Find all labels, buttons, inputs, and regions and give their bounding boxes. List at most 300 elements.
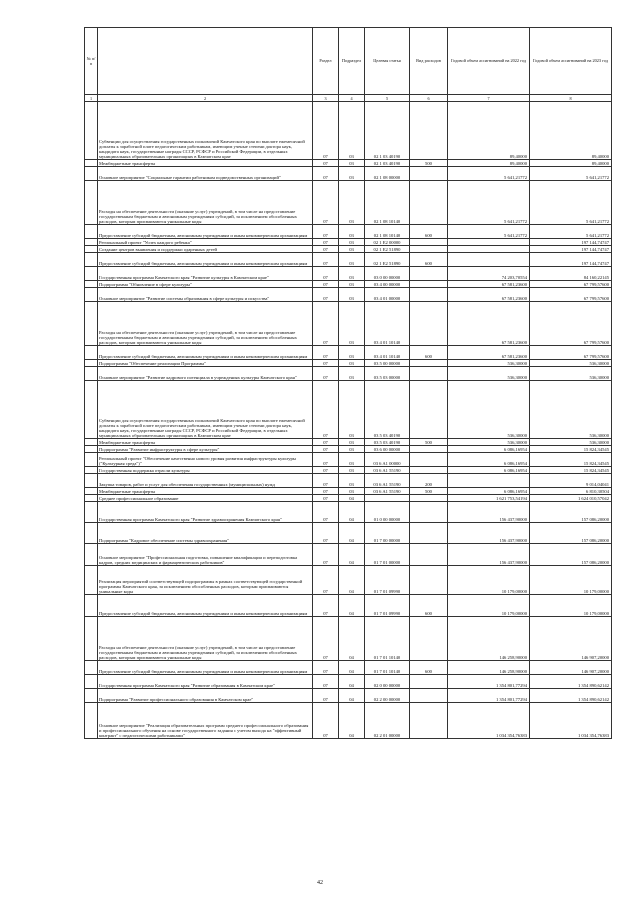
table-row <box>85 160 612 167</box>
row-subsection-cell: 04 <box>339 689 365 703</box>
row-section-cell: 07 <box>313 160 339 167</box>
column-number: 3 <box>313 95 339 102</box>
row-amount-2023-cell: 84 160,22145 <box>530 267 612 281</box>
row-number-cell <box>85 703 98 739</box>
row-section-cell: 07 <box>313 246 339 253</box>
row-expense-type-cell <box>410 302 448 346</box>
row-target-article-cell: 03 6 A1 55190 <box>365 467 410 474</box>
header-subsection: Подраздел <box>339 28 365 95</box>
row-expense-type-cell: 500 <box>410 439 448 446</box>
row-amount-2023-cell: 1 354 890,62142 <box>530 675 612 689</box>
table-row <box>85 467 612 474</box>
row-amount-2022-cell: 6 086,16954 <box>448 488 530 495</box>
row-number-cell <box>85 253 98 267</box>
row-amount-2022-cell: 156 437,90000 <box>448 544 530 566</box>
row-target-article-cell: 03 4 01 10140 <box>365 302 410 346</box>
row-name-cell: Создание центров выявления и поддержки одаренных детей <box>98 246 313 253</box>
row-number-cell <box>85 453 98 467</box>
row-name-cell: Межбюджетные трансферты <box>98 439 313 446</box>
budget-table-sheet <box>84 27 611 739</box>
row-expense-type-cell: 600 <box>410 225 448 239</box>
row-amount-2022-cell: 536,30000 <box>448 439 530 446</box>
row-amount-2023-cell: 10 179,00000 <box>530 595 612 617</box>
table-row <box>85 288 612 302</box>
row-amount-2022-cell <box>448 253 530 267</box>
table-row <box>85 703 612 739</box>
row-section-cell: 07 <box>313 474 339 488</box>
header-target-article: Целевая статья <box>365 28 410 95</box>
row-section-cell: 07 <box>313 488 339 495</box>
row-amount-2022-cell: 156 437,90000 <box>448 502 530 523</box>
row-name-cell: Подпрограмма "Развитие инфраструктуры в сфере культуры" <box>98 446 313 453</box>
row-name-cell: Субвенции для осуществления государственных полномочий Камчатского края по выплате ежемесячной доплаты к заработной плате педагогическим работникам, имеющим ученые степени доктора наук, кандидата наук, государственные награды СССР, РСФСР и Российской Федерации, в отдельных муниципальных образовательных организациях в Камчатском крае <box>98 102 313 160</box>
row-target-article-cell: 01 7 01 09990 <box>365 566 410 595</box>
row-target-article-cell <box>365 495 410 502</box>
row-amount-2022-cell: 1 621 753,54194 <box>448 495 530 502</box>
row-number-cell <box>85 595 98 617</box>
row-name-cell: Подпрограмма "Обновление в сфере культуры" <box>98 281 313 288</box>
row-amount-2023-cell: 9 014,04041 <box>530 474 612 488</box>
row-name-cell: Основное мероприятие "Развитие системы образования в сфере культуры и искусства" <box>98 288 313 302</box>
table-row <box>85 367 612 381</box>
row-section-cell: 07 <box>313 523 339 544</box>
row-target-article-cell: 02 1 08 10140 <box>365 181 410 225</box>
table-row <box>85 689 612 703</box>
row-amount-2022-cell: 67 581,23600 <box>448 281 530 288</box>
row-target-article-cell: 03 5 00 00000 <box>365 360 410 367</box>
row-amount-2023-cell: 5 641,21772 <box>530 181 612 225</box>
row-amount-2023-cell: 15 824,34545 <box>530 446 612 453</box>
row-name-cell: Основное мероприятие "Реализация образовательных программ среднего профессионального образования и профессионального обучения на основе государственного задания с учетом выхода на "эффективный контракт" с педагогическими работниками" <box>98 703 313 739</box>
row-subsection-cell: 03 <box>339 360 365 367</box>
row-amount-2023-cell: 536,30000 <box>530 381 612 439</box>
row-section-cell: 07 <box>313 703 339 739</box>
column-number: 4 <box>339 95 365 102</box>
row-section-cell: 07 <box>313 367 339 381</box>
row-expense-type-cell <box>410 467 448 474</box>
row-amount-2023-cell: 197 144,74747 <box>530 239 612 246</box>
row-number-cell <box>85 381 98 439</box>
row-subsection-cell: 03 <box>339 239 365 246</box>
row-target-article-cell: 03 5 03 00000 <box>365 367 410 381</box>
row-name-cell: Расходы на обеспечение деятельности (оказание услуг) учреждений, в том числе на предоставление государственным бюджетным и автономным учреждениям субсидий, за исключением обособленных расходов, которым присваиваются уникальные коды <box>98 302 313 346</box>
row-subsection-cell: 03 <box>339 474 365 488</box>
row-name-cell: Основное мероприятие "Социальные гарантии работникам подведомственных организаций" <box>98 167 313 181</box>
budget-table <box>84 27 612 739</box>
row-amount-2023-cell: 157 086,20000 <box>530 523 612 544</box>
column-number: 2 <box>98 95 313 102</box>
table-row <box>85 267 612 281</box>
row-amount-2022-cell: 74 203,70554 <box>448 267 530 281</box>
row-target-article-cell: 03 6 A1 55190 <box>365 474 410 488</box>
row-name-cell: Предоставление субсидий бюджетным, автономным учреждениям и иным некоммерческим организациям <box>98 595 313 617</box>
row-number-cell <box>85 181 98 225</box>
row-name-cell: Основное мероприятие "Профессиональная подготовка, повышение квалификации и переподготовка кадров, средних медицинских и фармацевтических работников" <box>98 544 313 566</box>
row-amount-2023-cell: 197 144,74747 <box>530 253 612 267</box>
header-expense-type: Вид расходов <box>410 28 448 95</box>
row-target-article-cell: 03 6 00 00000 <box>365 446 410 453</box>
row-expense-type-cell <box>410 703 448 739</box>
table-row <box>85 544 612 566</box>
row-target-article-cell: 03 6 A1 55190 <box>365 488 410 495</box>
row-subsection-cell: 04 <box>339 495 365 502</box>
row-subsection-cell: 03 <box>339 181 365 225</box>
row-number-cell <box>85 689 98 703</box>
row-subsection-cell: 03 <box>339 446 365 453</box>
row-name-cell: Реализация мероприятий соответствующей подпрограммы в рамках соответствующей государственной программы Камчатского края, за исключением обособленных расходов, которым присваиваются уникальные коды <box>98 566 313 595</box>
row-target-article-cell: 02 1 08 00000 <box>365 167 410 181</box>
row-expense-type-cell <box>410 689 448 703</box>
table-row <box>85 167 612 181</box>
row-amount-2022-cell <box>448 474 530 488</box>
row-expense-type-cell <box>410 495 448 502</box>
row-subsection-cell: 03 <box>339 346 365 360</box>
table-row <box>85 246 612 253</box>
table-row <box>85 446 612 453</box>
row-section-cell: 07 <box>313 302 339 346</box>
row-subsection-cell: 03 <box>339 267 365 281</box>
row-section-cell: 07 <box>313 281 339 288</box>
row-expense-type-cell <box>410 446 448 453</box>
row-subsection-cell: 04 <box>339 661 365 675</box>
table-row <box>85 495 612 502</box>
row-name-cell: Расходы на обеспечение деятельности (оказание услуг) учреждений, в том числе на предоставление государственным бюджетным и автономным учреждениям субсидий, за исключением обособленных расходов, которым присваиваются уникальные коды <box>98 181 313 225</box>
table-row <box>85 253 612 267</box>
row-expense-type-cell: 600 <box>410 253 448 267</box>
row-target-article-cell: 01 7 01 09990 <box>365 595 410 617</box>
row-section-cell: 07 <box>313 181 339 225</box>
row-expense-type-cell <box>410 544 448 566</box>
header-year-2022: Годовой объем ассигнований на 2022 год <box>448 28 530 95</box>
row-expense-type-cell: 500 <box>410 488 448 495</box>
row-target-article-cell: 03 6 A1 00000 <box>365 453 410 467</box>
row-amount-2023-cell: 67 799,57600 <box>530 288 612 302</box>
row-amount-2022-cell: 1 354 801,77294 <box>448 675 530 689</box>
column-number: 5 <box>365 95 410 102</box>
row-amount-2022-cell: 536,30000 <box>448 367 530 381</box>
row-section-cell: 07 <box>313 675 339 689</box>
row-target-article-cell: 02 1 03 40190 <box>365 160 410 167</box>
row-number-cell <box>85 439 98 446</box>
row-section-cell: 07 <box>313 102 339 160</box>
table-row <box>85 439 612 446</box>
row-name-cell: Среднее профессиональное образование <box>98 495 313 502</box>
row-subsection-cell: 04 <box>339 675 365 689</box>
row-target-article-cell: 02 1 E2 51890 <box>365 246 410 253</box>
row-amount-2022-cell: 1 354 801,77294 <box>448 689 530 703</box>
table-row <box>85 675 612 689</box>
row-expense-type-cell <box>410 381 448 439</box>
row-target-article-cell: 02 0 00 00000 <box>365 675 410 689</box>
row-target-article-cell: 02 1 03 40190 <box>365 102 410 160</box>
row-name-cell: Государственная программа Камчатского края "Развитие образования в Камчатском крае" <box>98 675 313 689</box>
page-number: 42 <box>317 880 323 886</box>
row-target-article-cell: 01 7 01 00000 <box>365 544 410 566</box>
row-name-cell: Основное мероприятие "Развитие кадрового потенциала в учреждениях культуры Камчатского края" <box>98 367 313 381</box>
row-expense-type-cell: 600 <box>410 346 448 360</box>
row-expense-type-cell <box>410 281 448 288</box>
row-subsection-cell: 03 <box>339 225 365 239</box>
row-section-cell: 07 <box>313 566 339 595</box>
row-name-cell: Закупка товаров, работ и услуг для обеспечения государственных (муниципальных) нужд <box>98 474 313 488</box>
row-subsection-cell: 03 <box>339 453 365 467</box>
row-section-cell: 07 <box>313 544 339 566</box>
row-amount-2023-cell: 89,40000 <box>530 102 612 160</box>
row-amount-2023-cell: 1 354 890,62142 <box>530 689 612 703</box>
row-section-cell: 07 <box>313 453 339 467</box>
row-number-cell <box>85 225 98 239</box>
row-amount-2023-cell: 1 624 010,57042 <box>530 495 612 502</box>
row-number-cell <box>85 488 98 495</box>
row-expense-type-cell: 500 <box>410 160 448 167</box>
row-name-cell: Государственная поддержка отрасли культуры <box>98 467 313 474</box>
table-row <box>85 239 612 246</box>
row-name-cell: Региональный проект "Успех каждого ребенка" <box>98 239 313 246</box>
row-number-cell <box>85 246 98 253</box>
row-name-cell: Предоставление субсидий бюджетным, автономным учреждениям и иным некоммерческим организациям <box>98 661 313 675</box>
row-target-article-cell: 02 1 E2 51890 <box>365 253 410 267</box>
row-number-cell <box>85 566 98 595</box>
table-row <box>85 453 612 467</box>
row-amount-2022-cell: 6 086,16954 <box>448 446 530 453</box>
row-amount-2022-cell: 1 034 354,76383 <box>448 703 530 739</box>
row-subsection-cell: 04 <box>339 523 365 544</box>
row-expense-type-cell <box>410 523 448 544</box>
row-section-cell: 07 <box>313 502 339 523</box>
column-number-row <box>85 95 612 102</box>
row-subsection-cell: 04 <box>339 595 365 617</box>
table-row <box>85 360 612 367</box>
row-amount-2022-cell: 536,30000 <box>448 381 530 439</box>
row-subsection-cell: 03 <box>339 102 365 160</box>
row-amount-2022-cell <box>448 239 530 246</box>
row-section-cell: 07 <box>313 381 339 439</box>
row-amount-2022-cell: 10 179,00000 <box>448 566 530 595</box>
row-amount-2022-cell: 5 641,21772 <box>448 225 530 239</box>
row-subsection-cell: 04 <box>339 703 365 739</box>
row-number-cell <box>85 102 98 160</box>
row-section-cell: 07 <box>313 288 339 302</box>
row-name-cell: Межбюджетные трансферты <box>98 488 313 495</box>
row-amount-2023-cell: 15 824,34545 <box>530 467 612 474</box>
row-subsection-cell: 03 <box>339 367 365 381</box>
row-target-article-cell: 02 2 00 00000 <box>365 689 410 703</box>
row-name-cell: Предоставление субсидий бюджетным, автономным учреждениям и иным некоммерческим организациям <box>98 225 313 239</box>
row-amount-2023-cell: 67 799,57600 <box>530 281 612 288</box>
row-subsection-cell: 03 <box>339 467 365 474</box>
row-amount-2022-cell: 6 086,16954 <box>448 453 530 467</box>
row-name-cell: Государственная программа Камчатского края "Развитие здравоохранения Камчатского края" <box>98 502 313 523</box>
row-amount-2023-cell: 536,30000 <box>530 360 612 367</box>
row-name-cell: Расходы на обеспечение деятельности (оказание услуг) учреждений, в том числе на предоставление государственным бюджетным и автономным учреждениям субсидий, за исключением обособленных расходов, которым присваиваются уникальные коды <box>98 617 313 661</box>
table-row <box>85 661 612 675</box>
row-expense-type-cell: 200 <box>410 474 448 488</box>
row-number-cell <box>85 675 98 689</box>
row-name-cell: Предоставление субсидий бюджетным, автономным учреждениям и иным некоммерческим организациям <box>98 346 313 360</box>
row-name-cell: Подпрограмма "Кадровое обеспечение системы здравоохранения" <box>98 523 313 544</box>
row-expense-type-cell: 600 <box>410 661 448 675</box>
row-number-cell <box>85 346 98 360</box>
row-amount-2023-cell: 5 641,21772 <box>530 225 612 239</box>
header-year-2023: Годовой объем ассигнований на 2023 год <box>530 28 612 95</box>
row-amount-2022-cell: 67 581,23600 <box>448 302 530 346</box>
row-subsection-cell: 03 <box>339 381 365 439</box>
row-target-article-cell: 01 7 01 10140 <box>365 617 410 661</box>
row-amount-2022-cell: 5 641,21772 <box>448 181 530 225</box>
row-amount-2023-cell: 146 907,20000 <box>530 617 612 661</box>
row-amount-2023-cell: 536,30000 <box>530 439 612 446</box>
row-amount-2022-cell: 10 179,00000 <box>448 595 530 617</box>
table-row <box>85 102 612 160</box>
row-amount-2023-cell: 157 086,20000 <box>530 502 612 523</box>
row-section-cell: 07 <box>313 267 339 281</box>
row-number-cell <box>85 523 98 544</box>
row-amount-2022-cell: 536,30000 <box>448 360 530 367</box>
row-amount-2022-cell: 67 581,23600 <box>448 288 530 302</box>
header-section: Раздел <box>313 28 339 95</box>
row-subsection-cell: 04 <box>339 566 365 595</box>
row-number-cell <box>85 467 98 474</box>
row-expense-type-cell <box>410 566 448 595</box>
row-target-article-cell: 03 4 01 10140 <box>365 346 410 360</box>
row-amount-2023-cell: 6 810,30504 <box>530 488 612 495</box>
row-amount-2022-cell: 5 641,21772 <box>448 167 530 181</box>
row-amount-2023-cell: 67 799,57600 <box>530 346 612 360</box>
row-expense-type-cell <box>410 246 448 253</box>
row-number-cell <box>85 239 98 246</box>
row-expense-type-cell <box>410 453 448 467</box>
row-expense-type-cell <box>410 239 448 246</box>
row-name-cell: Межбюджетные трансферты <box>98 160 313 167</box>
row-number-cell <box>85 267 98 281</box>
row-subsection-cell: 03 <box>339 167 365 181</box>
row-name-cell: Подпрограмма "Развитие профессионального образования в Камчатском крае" <box>98 689 313 703</box>
header-number: № п/п <box>85 28 98 95</box>
row-target-article-cell: 03 4 00 00000 <box>365 281 410 288</box>
row-amount-2022-cell: 156 437,90000 <box>448 523 530 544</box>
row-name-cell: Предоставление субсидий бюджетным, автономным учреждениям и иным некоммерческим организациям <box>98 253 313 267</box>
table-row <box>85 225 612 239</box>
row-amount-2023-cell: 146 907,20000 <box>530 661 612 675</box>
row-target-article-cell: 02 1 E2 00000 <box>365 239 410 246</box>
row-amount-2023-cell: 89,40000 <box>530 160 612 167</box>
row-subsection-cell: 03 <box>339 253 365 267</box>
row-number-cell <box>85 617 98 661</box>
row-section-cell: 07 <box>313 617 339 661</box>
row-amount-2023-cell: 1 034 354,76383 <box>530 703 612 739</box>
row-subsection-cell: 03 <box>339 439 365 446</box>
row-name-cell: Государственная программа Камчатского края "Развитие культуры в Камчатском крае" <box>98 267 313 281</box>
row-subsection-cell: 03 <box>339 281 365 288</box>
row-section-cell: 07 <box>313 439 339 446</box>
row-expense-type-cell: 600 <box>410 595 448 617</box>
row-expense-type-cell <box>410 102 448 160</box>
row-subsection-cell: 04 <box>339 617 365 661</box>
row-amount-2022-cell: 146 258,90000 <box>448 661 530 675</box>
row-expense-type-cell <box>410 675 448 689</box>
table-row <box>85 181 612 225</box>
row-section-cell: 07 <box>313 446 339 453</box>
row-section-cell: 07 <box>313 239 339 246</box>
table-row <box>85 566 612 595</box>
row-amount-2023-cell: 15 824,34545 <box>530 453 612 467</box>
row-section-cell: 07 <box>313 689 339 703</box>
row-section-cell: 07 <box>313 346 339 360</box>
row-number-cell <box>85 160 98 167</box>
row-number-cell <box>85 502 98 523</box>
row-section-cell: 07 <box>313 595 339 617</box>
row-expense-type-cell <box>410 181 448 225</box>
row-section-cell: 07 <box>313 495 339 502</box>
row-subsection-cell: 03 <box>339 160 365 167</box>
table-row <box>85 523 612 544</box>
table-row <box>85 474 612 488</box>
row-number-cell <box>85 661 98 675</box>
row-number-cell <box>85 302 98 346</box>
row-number-cell <box>85 367 98 381</box>
row-number-cell <box>85 495 98 502</box>
row-target-article-cell: 02 2 01 00000 <box>365 703 410 739</box>
row-subsection-cell: 03 <box>339 246 365 253</box>
row-expense-type-cell <box>410 502 448 523</box>
row-section-cell: 07 <box>313 225 339 239</box>
row-expense-type-cell <box>410 360 448 367</box>
row-subsection-cell: 04 <box>339 544 365 566</box>
row-target-article-cell: 03 4 01 00000 <box>365 288 410 302</box>
row-expense-type-cell <box>410 617 448 661</box>
row-amount-2022-cell: 146 258,90000 <box>448 617 530 661</box>
table-row <box>85 617 612 661</box>
table-row <box>85 502 612 523</box>
row-number-cell <box>85 474 98 488</box>
row-section-cell: 07 <box>313 167 339 181</box>
column-number: 1 <box>85 95 98 102</box>
table-row <box>85 302 612 346</box>
header-row <box>85 28 612 95</box>
row-amount-2022-cell <box>448 246 530 253</box>
row-number-cell <box>85 167 98 181</box>
row-expense-type-cell <box>410 167 448 181</box>
row-amount-2023-cell: 536,30000 <box>530 367 612 381</box>
column-number: 7 <box>448 95 530 102</box>
row-section-cell: 07 <box>313 467 339 474</box>
row-amount-2022-cell: 89,40000 <box>448 102 530 160</box>
row-amount-2022-cell: 6 086,16954 <box>448 467 530 474</box>
table-row <box>85 488 612 495</box>
row-number-cell <box>85 446 98 453</box>
row-amount-2023-cell: 67 799,57600 <box>530 302 612 346</box>
row-name-cell: Региональный проект "Обеспечение качественно нового уровня развития инфраструктуры культуры ("Культурная среда")" <box>98 453 313 467</box>
row-section-cell: 07 <box>313 360 339 367</box>
row-target-article-cell: 03 5 03 40190 <box>365 381 410 439</box>
row-amount-2023-cell: 5 641,21772 <box>530 167 612 181</box>
row-subsection-cell: 03 <box>339 488 365 495</box>
row-amount-2022-cell: 67 581,23600 <box>448 346 530 360</box>
row-expense-type-cell <box>410 267 448 281</box>
row-amount-2023-cell: 197 144,74747 <box>530 246 612 253</box>
row-section-cell: 07 <box>313 253 339 267</box>
row-target-article-cell: 01 0 00 00000 <box>365 502 410 523</box>
row-number-cell <box>85 281 98 288</box>
column-number: 8 <box>530 95 612 102</box>
table-row <box>85 595 612 617</box>
row-amount-2023-cell: 10 179,00000 <box>530 566 612 595</box>
row-name-cell: Подпрограмма "Обеспечение реализации Программы" <box>98 360 313 367</box>
row-number-cell <box>85 288 98 302</box>
column-number: 6 <box>410 95 448 102</box>
row-section-cell: 07 <box>313 661 339 675</box>
table-row <box>85 346 612 360</box>
